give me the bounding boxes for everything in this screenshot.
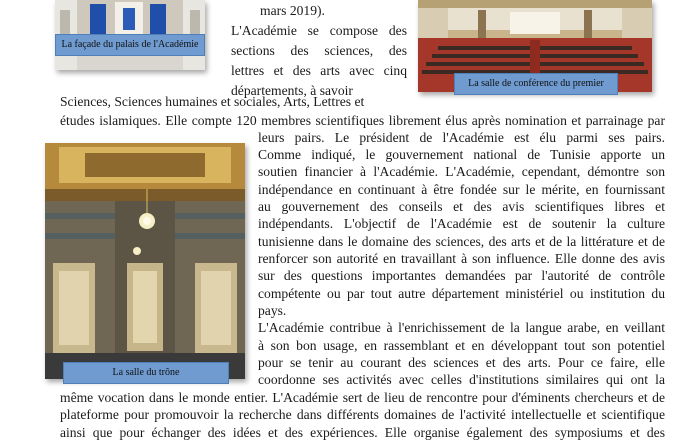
text-line: à son bon usage, en rassemblant et en développant tout son potentiel [258, 338, 665, 353]
text-line: pays. [258, 303, 287, 318]
text-line: études islamiques. Elle compte 120 membres scientifiques librement élus après nomination et parrainage par [60, 113, 665, 128]
facade-figure [55, 0, 205, 70]
text-line: L'Académie contribue à l'enrichissement de la langue arabe, en veillant [258, 320, 665, 335]
text-line: coordonne ses activités avec celles d'institutions similaires qui ont la [258, 372, 665, 387]
text-line: plateforme pour promouvoir la recherche dans différents domaines de l'activité intellectuelle et scientifique [60, 407, 665, 422]
conference-caption: La salle de conférence du premier [454, 73, 618, 95]
text-line: Sciences, Sciences humaines et sociales, Arts, Lettres et [60, 94, 365, 109]
text-line: lettres et des arts avec cinq [231, 63, 407, 78]
text-line: leurs pairs. Le président de l'Académie est élu parmi ses pairs. [258, 130, 665, 145]
text-line: renforcer son autorité en travaillant à son influence. Elle donne des avis [258, 251, 665, 266]
throne-figure [45, 143, 245, 379]
text-line: même vocation dans le monde entier. L'Académie sert de lieu de rencontre pour d'éminents chercheurs et de [60, 390, 665, 405]
text-line: Comme indiqué, le gouvernement national de Tunisie apporte un [258, 147, 665, 162]
text-line: compétente ou par tout autre département ministériel ou institution du [258, 286, 665, 301]
text-line: tunisienne dans le domaine des sciences, des arts et de la littérature et de [258, 234, 665, 249]
throne-caption: La salle du trône [63, 362, 229, 384]
text-line: indépendants. L'objectif de l'Académie est de soutenir la culture [258, 216, 665, 231]
text-line: pour se tenir au courant des sciences et des arts. Pour ce faire, elle [258, 355, 665, 370]
text-line: indépendance en continuant à être fondée sur le mérite, en fournissant [258, 182, 665, 197]
text-line: ainsi que pour échanger des idées et des expériences. Elle organise également des symposiums et des [60, 425, 665, 440]
text-line: L'Académie se compose des [231, 23, 407, 38]
throne-photo [45, 143, 245, 379]
conference-figure [418, 0, 652, 92]
text-line: au gouvernement des conseils et des avis scientifiques libres et [258, 199, 665, 214]
text-line: sections des sciences, des [231, 43, 407, 58]
throne-image [45, 143, 245, 379]
text-line: mars 2019). [260, 3, 325, 18]
text-line: sur des questions importantes demandées par l'autorité de contrôle [258, 268, 665, 283]
text-line: départements, à savoir [231, 83, 353, 98]
text-line: soutien financier à l'Académie. L'Académie, cependant, démontre son [258, 164, 665, 179]
facade-caption: La façade du palais de l'Académie [55, 34, 205, 56]
